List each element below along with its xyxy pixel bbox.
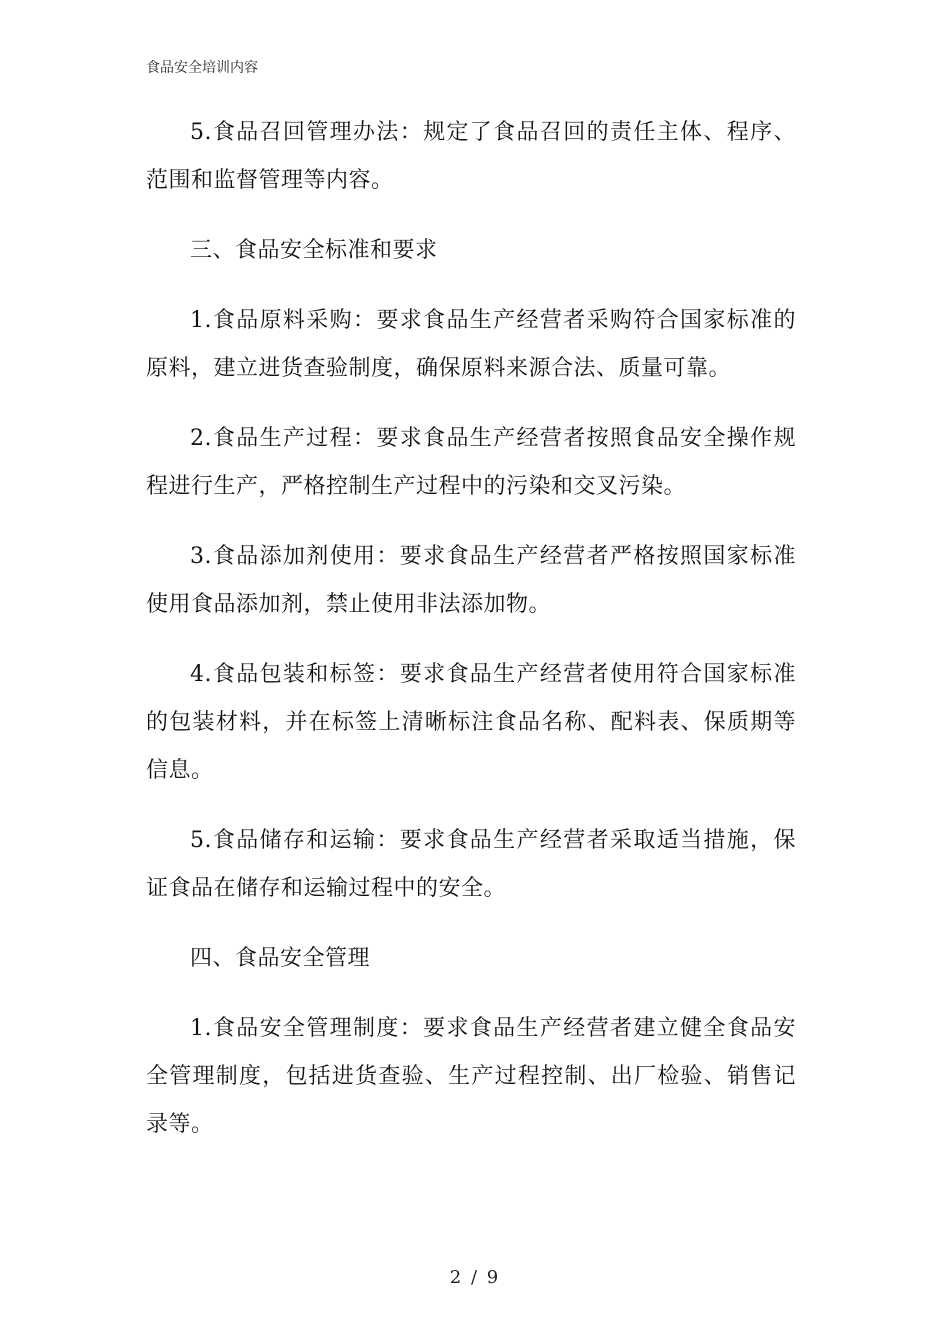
running-header: 食品安全培训内容 (146, 60, 258, 76)
section-heading-management: 四、食品安全管理 (190, 946, 371, 971)
paragraph-raw-material-purchase: 1.食品原料采购：要求食品生产经营者采购符合国家标准的原料，建立进货查验制度，确保原料来源合法、质量可靠。 (146, 308, 796, 381)
page-number: 2 / 9 (449, 1267, 501, 1288)
document-body (146, 109, 796, 1171)
paragraph-production-process: 2.食品生产过程：要求食品生产经营者按照食品安全操作规程进行生产，严格控制生产过程中的污染和交叉污染。 (146, 426, 796, 499)
paragraph-management-system: 1.食品安全管理制度：要求食品生产经营者建立健全食品安全管理制度，包括进货查验、生产过程控制、出厂检验、销售记录等。 (146, 1016, 796, 1137)
paragraph-food-additives: 3.食品添加剂使用：要求食品生产经营者严格按照国家标准使用食品添加剂，禁止使用非法添加物。 (146, 544, 796, 617)
section-heading-standards: 三、食品安全标准和要求 (190, 238, 438, 263)
paragraph-packaging-labels: 4.食品包装和标签：要求食品生产经营者使用符合国家标准的包装材料，并在标签上清晰标注食品名称、配料表、保质期等信息。 (146, 662, 796, 783)
paragraph-storage-transport: 5.食品储存和运输：要求食品生产经营者采取适当措施，保证食品在储存和运输过程中的安全。 (146, 828, 796, 901)
paragraph-food-recall: 5.食品召回管理办法：规定了食品召回的责任主体、程序、范围和监督管理等内容。 (146, 120, 796, 193)
